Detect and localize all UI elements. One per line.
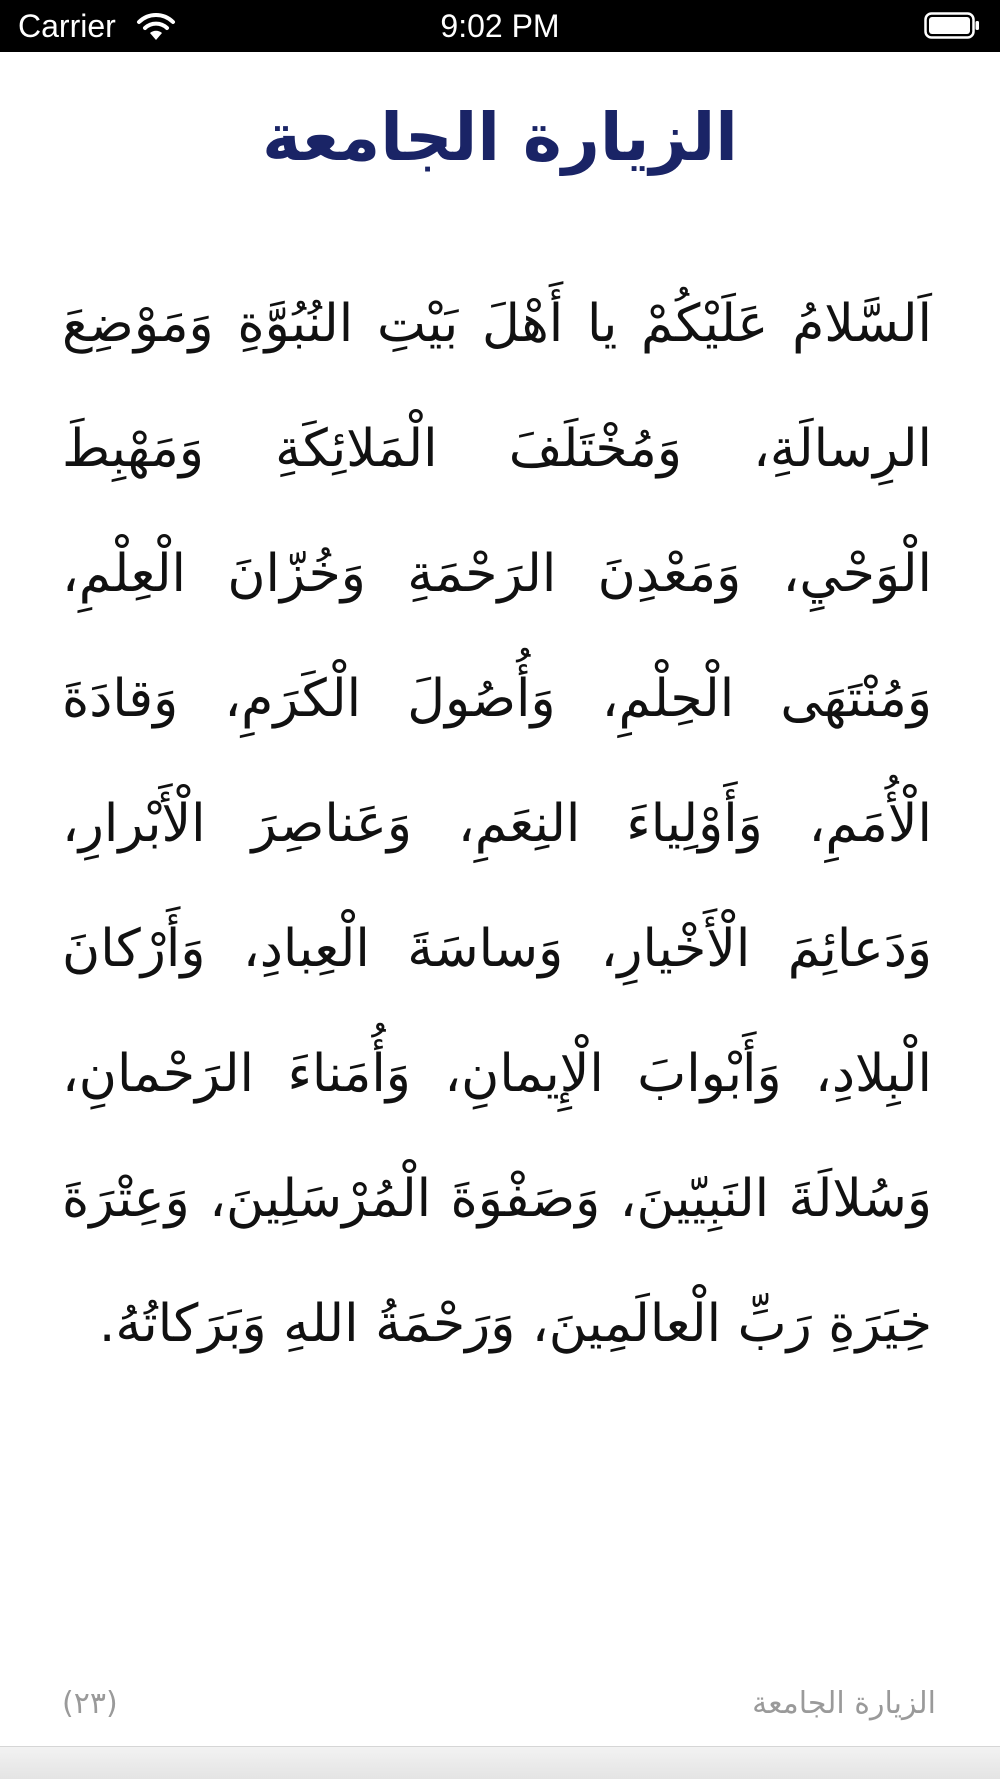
battery-icon: [924, 12, 980, 39]
page-number: (٢٣): [62, 1686, 118, 1721]
carrier-label: Carrier: [18, 8, 116, 44]
status-bar: [0, 0, 1000, 52]
prayer-text: اَلسَّلامُ عَلَيْكُمْ يا أَهْلَ بَيْتِ النُبُوَّةِ وَمَوْضِعَ الرِسالَةِ، وَمُخْتَلَفَ الْمَلائِكَةِ وَمَهْبِطَ الْوَحْيِ، وَمَعْدِنَ الرَحْمَةِ وَخُزّانَ الْعِلْمِ، وَمُنْتَهَى الْحِلْمِ، وَأُصُولَ الْكَرَمِ، وَقادَةَ الْأُمَمِ، وَأَوْلِياءَ النِعَمِ، وَعَناصِرَ الْأَبْرارِ، وَدَعائِمَ الْأَخْيارِ، وَساسَةَ الْعِبادِ، وَأَرْكانَ الْبِلادِ، وَأَبْوابَ الْإِيمانِ، وَأُمَناءَ الرَحْمانِ، وَسُلالَةَ النَبِيّينَ، وَصَفْوَةَ الْمُرْسَلِينَ، وَعِتْرَةَ خِيَرَةِ رَبِّ الْعالَمِينَ، وَرَحْمَةُ اللهِ وَبَرَكاتُهُ.: [62, 294, 932, 1354]
clock: 9:02 PM: [440, 8, 560, 44]
book-page[interactable]: [0, 52, 1000, 1752]
page-title: الزيارة الجامعة: [262, 99, 738, 176]
page-edge: [0, 1746, 1000, 1779]
footer-section-title: الزيارة الجامعة: [752, 1686, 936, 1721]
